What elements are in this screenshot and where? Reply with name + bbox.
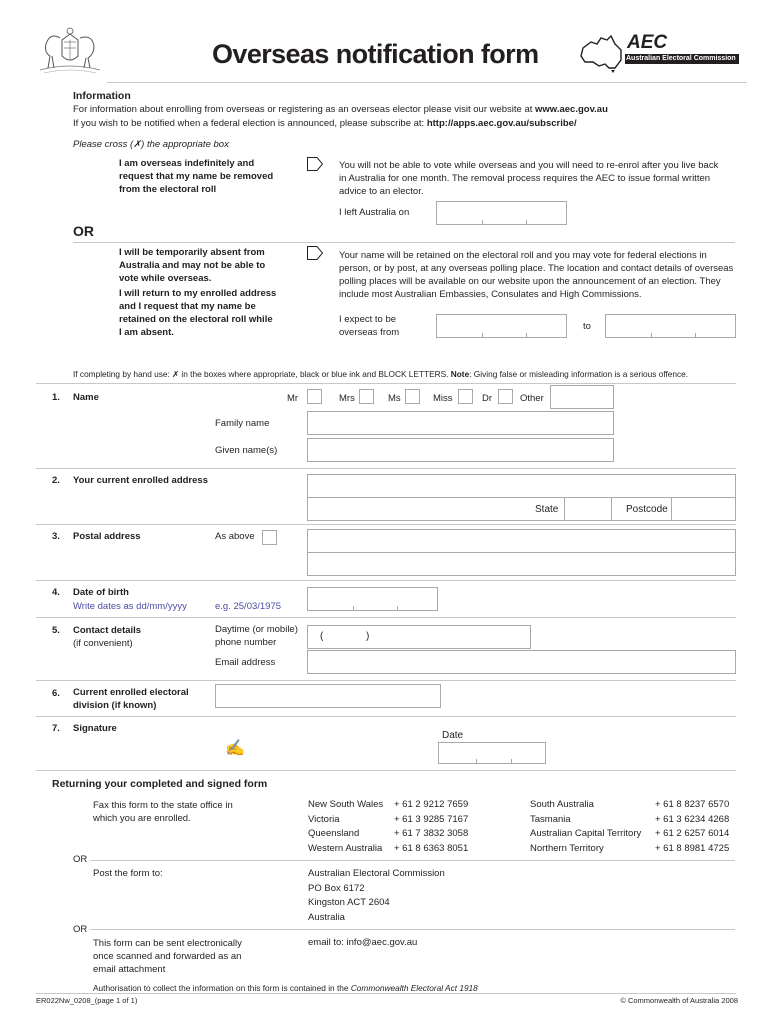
postcode-label: Postcode	[626, 504, 668, 515]
division-number: 6.	[52, 688, 60, 699]
title-mrs-checkbox[interactable]	[359, 389, 374, 404]
office-row: Western Australia + 61 8 6363 8051	[308, 842, 469, 854]
signature-number: 7.	[52, 723, 60, 734]
office-row: New South Wales + 61 2 9212 7659	[308, 799, 469, 810]
title-mr-label: Mr	[287, 393, 299, 404]
fax-instructions: Fax this form to the state office in which you are enrolled.	[93, 800, 233, 824]
given-names-input[interactable]	[307, 438, 614, 462]
postal-number: 3.	[52, 531, 60, 542]
name-number: 1.	[52, 392, 60, 403]
title-other-input[interactable]	[550, 385, 614, 409]
state-label: State	[535, 504, 559, 515]
email-input[interactable]	[307, 650, 736, 674]
signature-date-label: Date	[442, 730, 464, 741]
option2-label: I will be temporarily absent from Australia and may not be able to vote while overseas. I will return to my enrolled address and I request that my name be retained on the electoral roll while I am absent.	[119, 247, 277, 338]
information-line-1: For information about enrolling from overseas or registering as an overseas elector please visit our website at www.aec.gov.au	[73, 104, 608, 115]
electronic-instructions: This form can be sent electronically once scanned and forwarded as an email attachment	[93, 938, 242, 975]
phone-paren-open: (	[320, 631, 324, 642]
dob-input[interactable]	[307, 587, 438, 611]
as-above-checkbox[interactable]	[262, 530, 277, 545]
dob-label: Date of birth	[73, 587, 129, 598]
enrolled-address-line1-input[interactable]	[307, 474, 736, 498]
postal-label: Postal address	[73, 531, 141, 542]
offices-left	[308, 799, 508, 857]
office-row: Queensland + 61 7 3832 3058	[308, 828, 469, 839]
postcode-input[interactable]	[671, 497, 736, 521]
option1-label: I am overseas indefinitely and request that my name be removed from the electoral roll	[119, 158, 274, 195]
authorisation-note: Authorisation to collect the information on this form is contained in the Commonwealth Electoral Act 1918	[93, 983, 478, 993]
title-dr-label: Dr	[482, 393, 493, 404]
title-dr-checkbox[interactable]	[498, 389, 513, 404]
overseas-to-date-input[interactable]	[605, 314, 736, 338]
pen-icon: ✍	[225, 740, 245, 757]
aec-logo	[579, 34, 739, 74]
or-divider-label: OR	[73, 223, 94, 239]
title-miss-label: Miss	[433, 393, 453, 404]
or-label-1: OR	[73, 854, 90, 865]
expect-overseas-label: I expect to be overseas from	[339, 314, 400, 338]
cross-note: Please cross (✗) the appropriate box	[73, 139, 229, 150]
coat-of-arms-icon	[34, 26, 106, 76]
to-label: to	[583, 321, 591, 332]
post-label: Post the form to:	[93, 868, 163, 879]
information-line-2: If you wish to be notified when a federal election is announced, please subscribe at: http://apps.aec.gov.au/subscribe/	[73, 118, 577, 129]
family-name-label: Family name	[215, 418, 270, 429]
overseas-from-date-input[interactable]	[436, 314, 567, 338]
left-australia-date-input[interactable]	[436, 201, 567, 225]
contact-sub-label: (if convenient)	[73, 638, 133, 649]
name-label: Name	[73, 392, 99, 403]
title-mr-checkbox[interactable]	[307, 389, 322, 404]
left-australia-label: I left Australia on	[339, 207, 410, 218]
hand-completion-note: If completing by hand use: ✗ in the boxes where appropriate, black or blue ink and BLOCK LETTERS. Note: Giving false or misleading information is a serious offence.	[73, 369, 689, 379]
dob-number: 4.	[52, 587, 60, 598]
title-miss-checkbox[interactable]	[458, 389, 473, 404]
post-address: Australian Electoral Commission PO Box 6172 Kingston ACT 2604 Australia	[308, 868, 445, 923]
signature-label: Signature	[73, 723, 117, 734]
phone-input[interactable]	[307, 625, 531, 649]
office-row: Northern Territory + 61 8 8981 4725	[530, 842, 730, 854]
aec-logo-subtext: Australian Electoral Commission	[626, 55, 736, 62]
division-input[interactable]	[215, 684, 441, 708]
option2-description: Your name will be retained on the electoral roll and you may vote for federal elections in person, or by post, at any overseas polling place. The location and contact details of overseas polling places will be available on our website upon the announcement of an election. They include most Australian Embassies, Consulates and High Commissions.	[339, 250, 734, 300]
copyright: © Commonwealth of Australia 2008	[620, 996, 738, 1005]
as-above-label: As above	[215, 531, 255, 542]
office-row: Tasmania + 61 3 6234 4268	[530, 813, 730, 825]
title-ms-label: Ms	[388, 393, 401, 404]
postal-address-line1-input[interactable]	[307, 529, 736, 553]
office-row: Australian Capital Territory + 61 2 6257 6014	[530, 828, 730, 839]
contact-label: Contact details	[73, 625, 142, 636]
signature-date-input[interactable]	[438, 742, 546, 764]
or-label-2: OR	[73, 924, 90, 935]
option2-checkbox[interactable]	[307, 246, 323, 260]
title-ms-checkbox[interactable]	[405, 389, 420, 404]
offices-right	[530, 799, 740, 857]
contact-number: 5.	[52, 625, 60, 636]
aec-website-link[interactable]: www.aec.gov.au	[535, 104, 608, 115]
phone-label: Daytime (or mobile) phone number	[215, 624, 298, 648]
postal-address-line2-input[interactable]	[307, 552, 736, 576]
email-label: Email address	[215, 657, 276, 668]
dob-example: e.g. 25/03/1975	[215, 601, 282, 612]
office-row: Victoria + 61 3 9285 7167	[308, 813, 469, 825]
option1-checkbox[interactable]	[307, 157, 323, 171]
email-address-link[interactable]: email to: info@aec.gov.au	[308, 937, 418, 948]
subscribe-link[interactable]: http://apps.aec.gov.au/subscribe/	[426, 118, 577, 129]
address-number: 2.	[52, 475, 60, 486]
option1-description: You will not be able to vote while overseas and you will need to re-enrol after you live back in Australia for one month. The removal process requires the AEC to issue formal written advice to an elector.	[339, 160, 719, 197]
address-label: Your current enrolled address	[73, 475, 208, 486]
given-names-label: Given name(s)	[215, 445, 278, 456]
returning-heading: Returning your completed and signed form	[52, 778, 268, 790]
title-mrs-label: Mrs	[339, 393, 355, 404]
page-title: Overseas notification form	[212, 39, 539, 69]
signature-input[interactable]	[215, 719, 430, 763]
aec-logo-text: AEC	[627, 32, 668, 53]
australia-map-icon	[579, 34, 625, 74]
family-name-input[interactable]	[307, 411, 614, 435]
office-row: South Australia + 61 8 8237 6570	[530, 799, 730, 810]
state-input[interactable]	[564, 497, 612, 521]
form-code: ER022Nw_0208_(page 1 of 1)	[36, 996, 138, 1005]
phone-paren-close: )	[366, 631, 370, 642]
title-other-label: Other	[520, 393, 544, 404]
dob-hint: Write dates as dd/mm/yyyy	[73, 601, 187, 612]
information-heading: Information	[73, 90, 131, 102]
division-label: Current enrolled electoral division (if known)	[73, 687, 189, 711]
